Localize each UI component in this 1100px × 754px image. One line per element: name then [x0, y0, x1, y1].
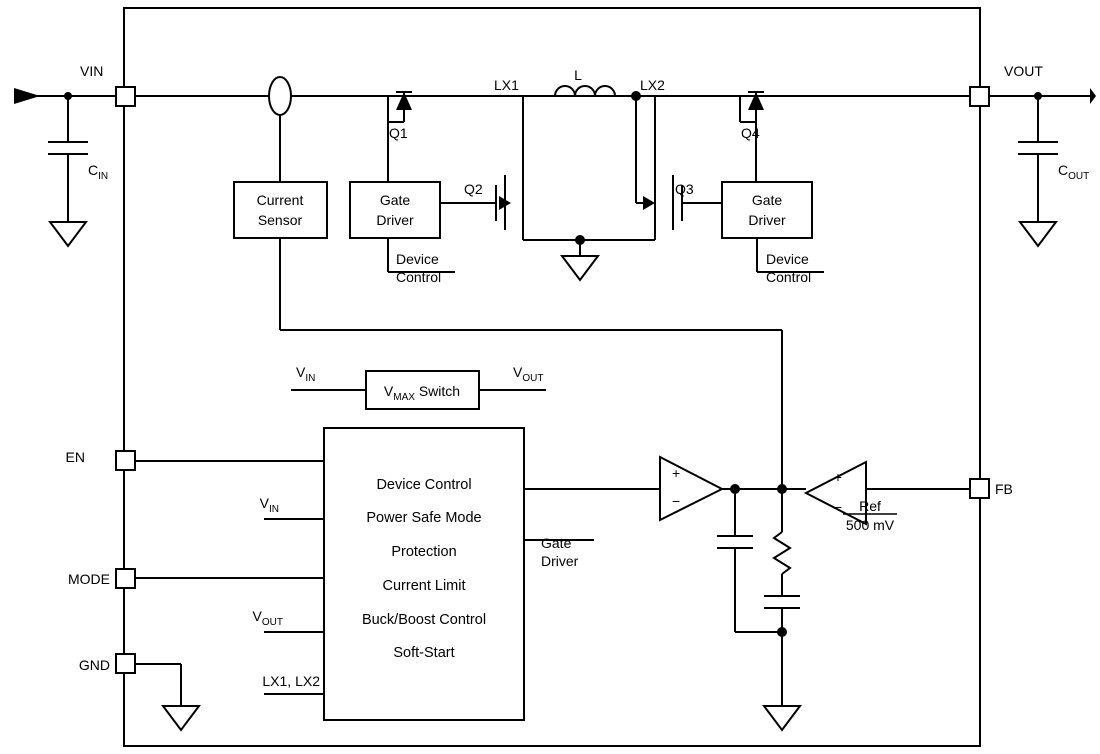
label-gate-driver-left-line2: Driver — [376, 212, 414, 228]
cin-ground-symbol — [50, 222, 86, 246]
label-gate-driver-left-line1: Gate — [379, 192, 411, 208]
label-ctl-input-vout: $V_{OUT}$ — [252, 608, 283, 628]
pin-box-gnd — [116, 654, 135, 673]
label-ref-amp-minus: − — [833, 499, 842, 515]
label-ref-line1: Ref — [859, 498, 881, 514]
label-device-control-left-line1: Device — [396, 251, 439, 267]
label-current-sensor-line2: Sensor — [257, 212, 303, 228]
label-ctl-fn-4: Buck/Boost Control — [361, 612, 487, 628]
label-en: EN — [65, 449, 85, 465]
label-ctl-fn-3: Current Limit — [382, 578, 466, 594]
label-ctl-fn-2: Protection — [391, 544, 457, 560]
cout-ground-symbol — [1020, 222, 1056, 246]
label-gnd: GND — [78, 657, 110, 673]
pin-box-fb — [970, 479, 989, 498]
block-gate-driver-right — [722, 182, 812, 238]
device-boundary — [124, 8, 980, 746]
label-cin: $C_{IN}$ — [88, 162, 109, 182]
label-ctl-fn-0: Device Control — [376, 477, 472, 493]
label-vout: VOUT — [1004, 63, 1043, 79]
label-error-amp-plus: + — [672, 465, 681, 481]
label-device-control-right-line1: Device — [766, 251, 809, 267]
label-ctl-input-lx: LX1, LX2 — [262, 673, 320, 689]
label-gate-driver-right-line1: Gate — [751, 192, 783, 208]
label-lx2: LX2 — [640, 77, 665, 93]
pin-box-vout — [970, 87, 989, 106]
label-vmax-in: $V_{IN}$ — [296, 364, 316, 384]
pin-box-vin — [116, 87, 135, 106]
label-q2: Q2 — [464, 181, 483, 197]
label-vin: VIN — [80, 63, 104, 79]
block-device-control — [324, 428, 524, 720]
label-fb: FB — [995, 481, 1013, 497]
label-error-amp-minus: − — [672, 493, 681, 509]
label-device-control-left-line2: Control — [396, 269, 442, 285]
block-gate-driver-left — [350, 182, 440, 238]
label-gate-driver-right-line2: Driver — [748, 212, 786, 228]
current-sense-element — [269, 77, 291, 115]
label-vmax-switch: $V_{MAX}$ Switch — [383, 383, 461, 403]
label-ctl-fn-5: Soft-Start — [393, 645, 455, 661]
label-device-control-right-line2: Control — [766, 269, 812, 285]
label-q3: Q3 — [675, 181, 694, 197]
label-ref-line2: 500 mV — [845, 517, 895, 533]
label-current-sensor-line1: Current — [256, 192, 304, 208]
label-ctl-input-vin: $V_{IN}$ — [259, 495, 279, 515]
label-q1: Q1 — [389, 125, 408, 141]
vout-arrow — [1090, 88, 1096, 104]
label-mode: MODE — [68, 571, 110, 587]
label-cout: $C_{OUT}$ — [1058, 162, 1090, 182]
label-gate-driver-out-line1: Gate — [541, 535, 572, 551]
block-current-sensor — [234, 182, 327, 238]
label-ctl-fn-1: Power Safe Mode — [366, 510, 482, 526]
label-q4: Q4 — [741, 125, 760, 141]
pin-box-en — [116, 451, 135, 470]
vin-arrow — [14, 88, 40, 104]
label-inductor: L — [574, 67, 582, 83]
label-vmax-out: $V_{OUT}$ — [513, 364, 544, 384]
label-ref-amp-plus: + — [833, 469, 842, 485]
label-lx1: LX1 — [494, 77, 519, 93]
label-gate-driver-out-line2: Driver — [541, 553, 579, 569]
pin-box-mode — [116, 569, 135, 588]
